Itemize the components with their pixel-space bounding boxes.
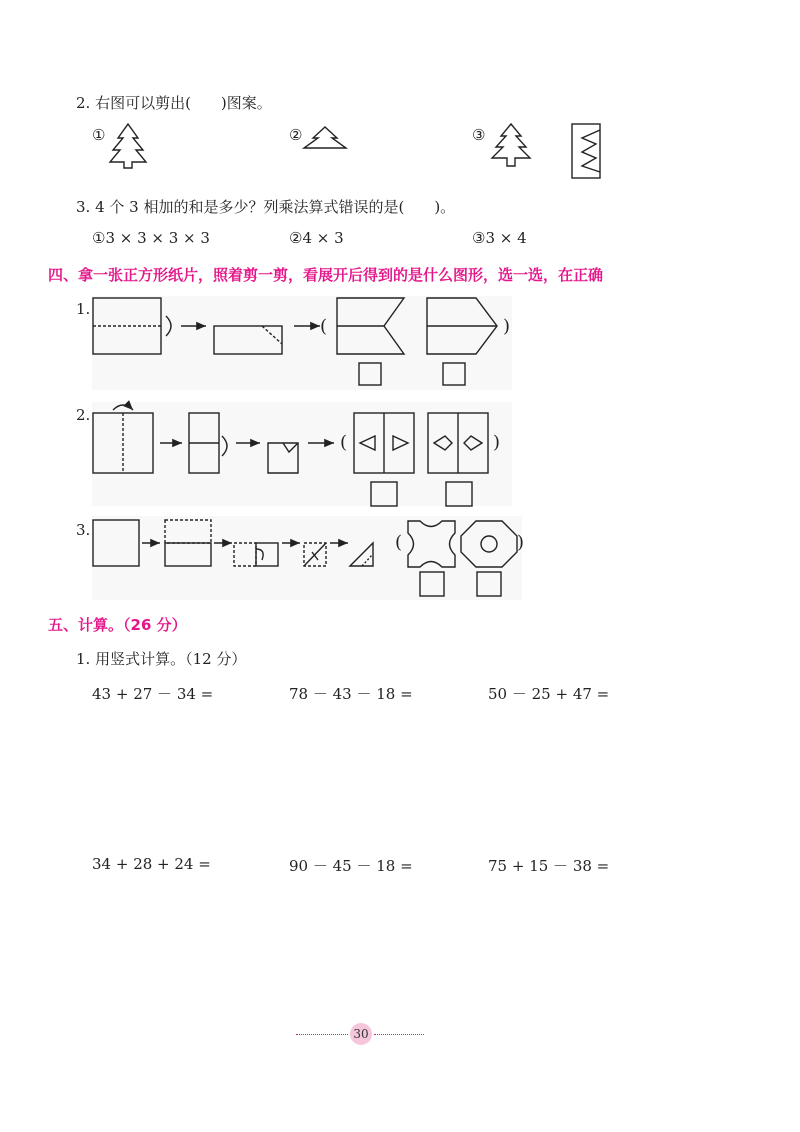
s4-item-3-label: 3. xyxy=(76,521,91,539)
s4-2-option-a-answer-box xyxy=(371,482,397,506)
s4-3-option-b-shape xyxy=(461,521,517,567)
q3-option-3: ③3 × 4 xyxy=(472,229,527,247)
s5-sub-1: 1. 用竖式计算。（12 分） xyxy=(76,650,247,668)
section-5-title: 五、计算。（26 分） xyxy=(48,616,187,634)
q3-stem: 3. 4 个 3 相加的和是多少？列乘法算式错误的是( )。 xyxy=(76,198,456,216)
section-4-title: 四、拿一张正方形纸片，照着剪一剪，看展开后得到的是什么图形，选一选，在正确 xyxy=(48,266,604,284)
q2-stem: 2. 右图可以剪出( )图案。 xyxy=(76,94,272,112)
q2-option-3-tree-figure xyxy=(492,124,530,166)
q3-option-1: ①3 × 3 × 3 × 3 xyxy=(92,229,210,247)
s4-3-triangle xyxy=(350,543,373,566)
s4-item-1-paren-open: ( xyxy=(320,316,328,337)
s4-item-2-paren-open: ( xyxy=(340,432,348,453)
q3-option-2: ②4 × 3 xyxy=(289,229,344,247)
s4-3-half-dashed xyxy=(165,520,211,543)
s4-3-option-a-answer-box xyxy=(420,572,444,596)
page-number: 30 xyxy=(350,1023,372,1045)
s4-item-3-paren-open: ( xyxy=(395,532,403,553)
s4-item-2-label: 2. xyxy=(76,406,91,424)
s4-1-option-a-answer-box xyxy=(359,363,381,385)
s4-1-option-b-answer-box xyxy=(443,363,465,385)
expr-5: 90 － 45 － 18 = xyxy=(289,857,413,875)
s4-3-square xyxy=(93,520,139,566)
s4-3-option-b-answer-box xyxy=(477,572,501,596)
expr-6: 75 + 15 － 38 = xyxy=(488,857,610,875)
q2-option-2-label: ② xyxy=(289,126,303,144)
expr-2: 78 － 43 － 18 = xyxy=(289,685,413,703)
s4-1-folded xyxy=(214,326,282,354)
expr-1: 43 + 27 － 34 = xyxy=(92,685,214,703)
s4-item-1-paren-close: ) xyxy=(503,316,511,337)
s4-item-2-paren-close: ) xyxy=(493,432,501,453)
q2-zigzag-cut xyxy=(582,130,600,172)
expr-4: 34 + 28 + 24 = xyxy=(92,855,211,873)
expr-3: 50 － 25 + 47 = xyxy=(488,685,610,703)
q2-option-1-label: ① xyxy=(92,126,106,144)
s4-item-3-paren-close: ) xyxy=(517,532,525,553)
s4-3-option-a-shape xyxy=(408,521,455,567)
s4-item-1-label: 1. xyxy=(76,300,91,318)
q2-option-1-tree-figure xyxy=(110,124,146,168)
q2-option-2-tree-figure xyxy=(304,127,346,148)
s4-2-option-b-answer-box xyxy=(446,482,472,506)
q2-option-3-label: ③ xyxy=(472,126,486,144)
s4-3-quarter xyxy=(256,543,278,566)
